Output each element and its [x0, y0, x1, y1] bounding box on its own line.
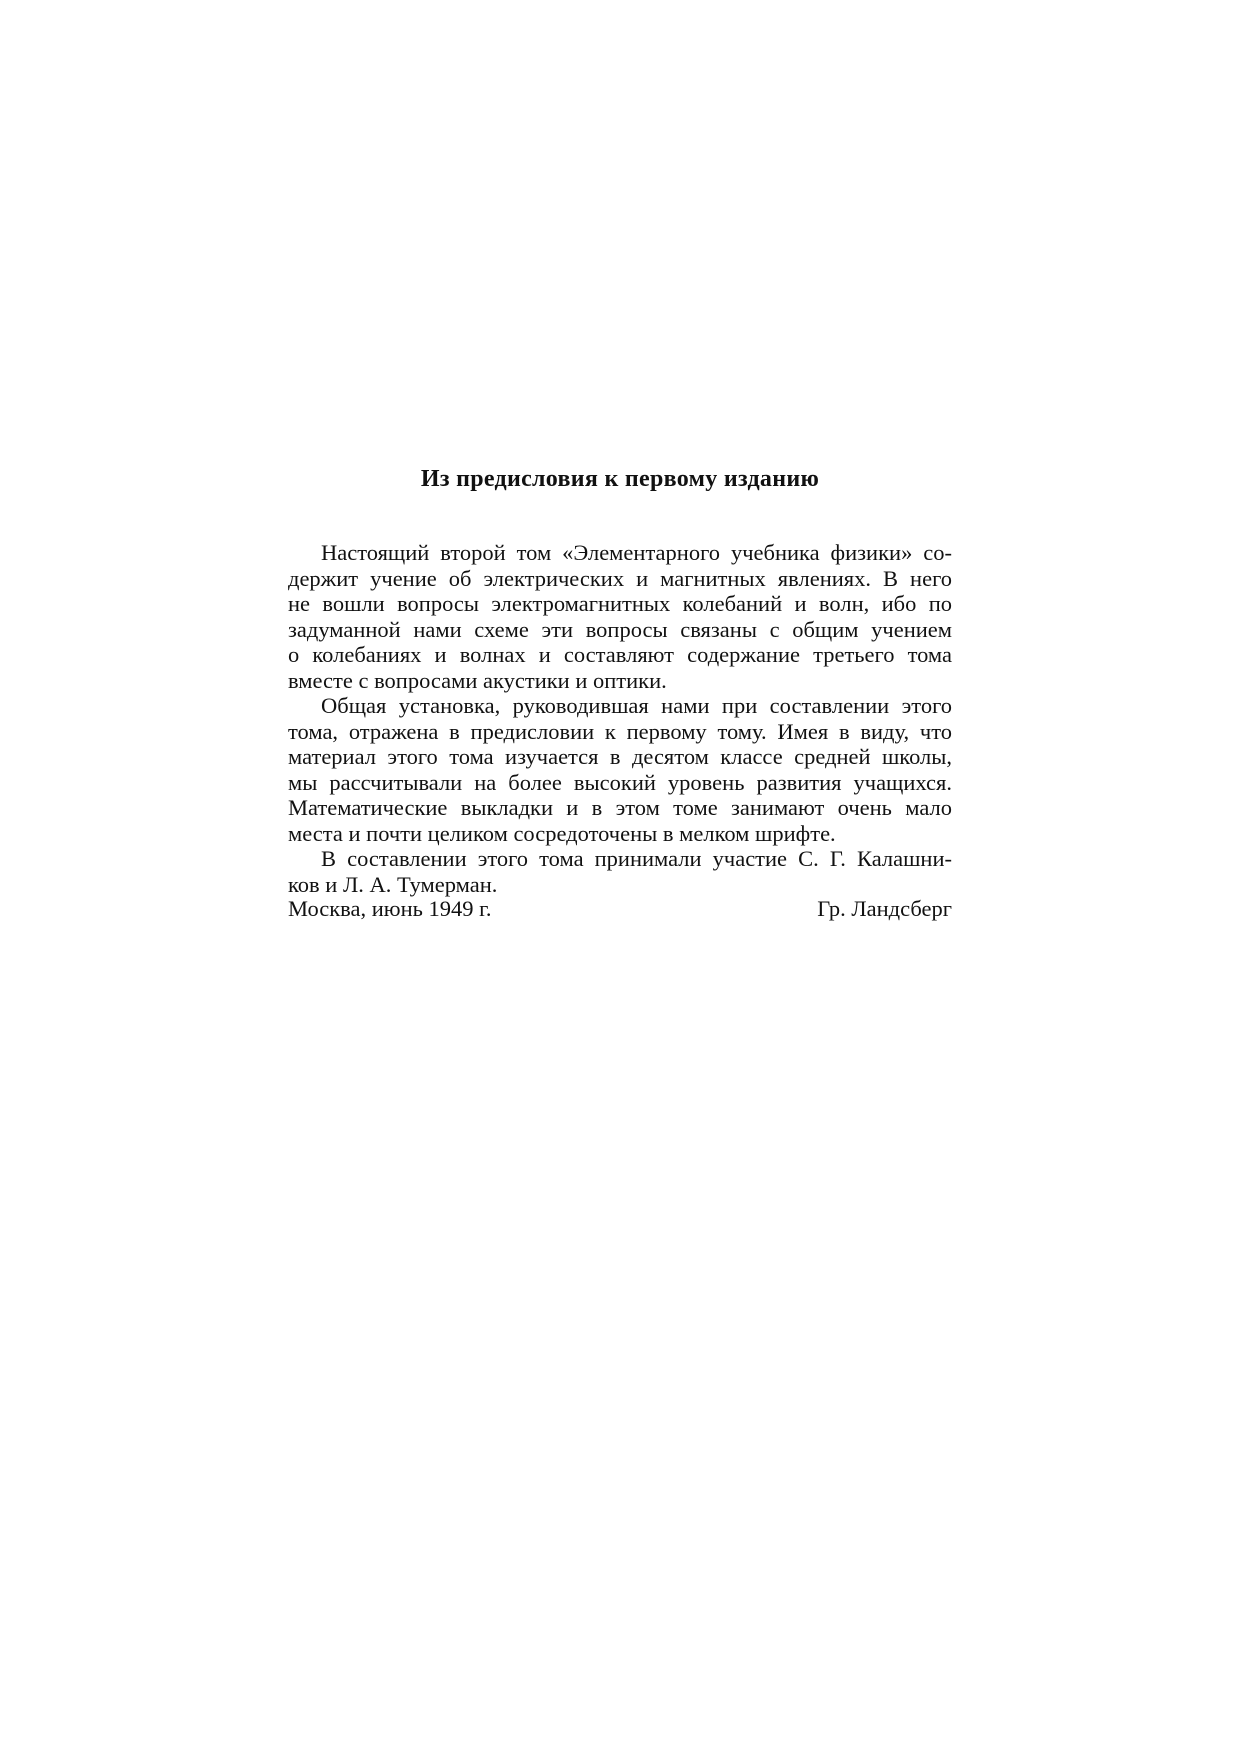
page-title: Из предисловия к первому изданию [420, 466, 820, 492]
paragraph-1-line-5: о колебаниях и волнах и составляют содержание третьего тома [288, 642, 952, 667]
paragraph-2-line-5: Математические выкладки и в этом томе занимают очень мало [288, 795, 952, 820]
paragraph-3-line-2: ков и Л. А. Тумерман. [288, 871, 498, 897]
paragraph-2-line-1: Общая установка, руководившая нами при составлении этого [321, 693, 952, 718]
paragraph-1-line-3: не вошли вопросы электромагнитных колебаний и волн, ибо по [288, 591, 952, 616]
paragraph-1-line-4: задуманной нами схеме эти вопросы связаны с общим учением [288, 616, 952, 642]
paragraph-1-line-1: Настоящий второй том «Элементарного учебника физики» со- [321, 540, 952, 565]
paragraph-2-line-2: тома, отражена в предисловии к первому тому. Имея в виду, что [288, 718, 952, 744]
place-date: Москва, июнь 1949 г. [288, 896, 492, 921]
paragraph-1-line-2: держит учение об электрических и магнитных явлениях. В него [288, 565, 952, 591]
paragraph-2-line-6: места и почти целиком сосредоточены в мелком шрифте. [288, 820, 836, 846]
paragraph-2-line-4: мы рассчитывали на более высокий уровень развития учащихся. [288, 769, 952, 795]
author-signature: Гр. Ландсберг [817, 896, 952, 921]
preface-body [288, 540, 952, 897]
paragraph-1-line-6: вместе с вопросами акустики и оптики. [288, 667, 667, 693]
signature-block [288, 896, 952, 922]
paragraph-3-line-1: В составлении этого тома принимали участие С. Г. Калашни- [321, 846, 952, 871]
paragraph-2-line-3: материал этого тома изучается в десятом классе средней школы, [288, 744, 952, 769]
